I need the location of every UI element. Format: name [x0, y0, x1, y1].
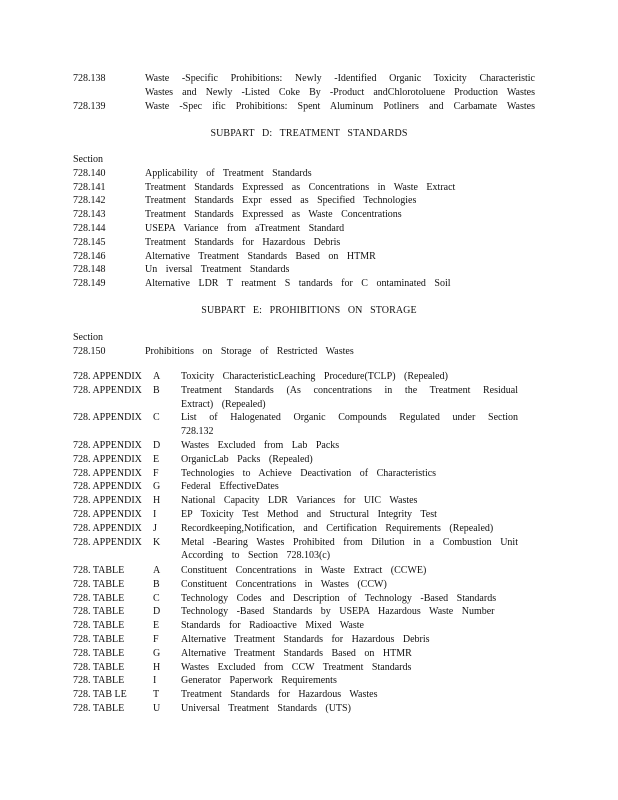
section-title: Waste -Specific Prohibitions: Newly -Identified Organic Toxicity Characteristic	[145, 73, 535, 84]
table-entry-letter: I	[153, 675, 157, 687]
table-entry[interactable]	[0, 578, 618, 592]
table-entry-title: Alternative Treatment Standards for Hazardous Debris	[181, 633, 430, 645]
table-entry[interactable]	[0, 647, 618, 661]
appendix-entry-label: 728. APPENDIX	[73, 412, 142, 424]
section-number: 728.145	[73, 236, 106, 248]
table-entry-label: 728. TABLE	[73, 661, 125, 673]
table-entry[interactable]	[0, 661, 618, 675]
appendix-entry[interactable]	[0, 370, 618, 384]
appendix-entry-title: National Capacity LDR Variances for UIC Wastes	[181, 495, 418, 507]
toc-entry[interactable]	[0, 345, 618, 359]
table-entry-label: 728. TABLE	[73, 647, 125, 659]
appendix-entry-letter: H	[153, 495, 161, 507]
appendix-entry-label: 728. APPENDIX	[73, 508, 142, 520]
appendix-entry-letter: B	[153, 384, 160, 396]
appendix-entry-title: List of Halogenated Organic Compounds Regulated under Section 728.132	[181, 412, 518, 438]
appendix-entry-title: Recordkeeping,Notification, and Certification Requirements (Repealed)	[181, 522, 494, 534]
table-entry-title: Universal Treatment Standards (UTS)	[181, 702, 351, 714]
section-label: Section	[73, 154, 103, 165]
table-entry-label: 728. TABLE	[73, 620, 125, 632]
appendix-list	[0, 370, 618, 563]
appendix-entry-title: OrganicLab Packs (Repealed)	[181, 453, 313, 465]
section-number: 728.149	[73, 278, 106, 290]
section-title: Treatment Standards Expressed as Concentrations in Waste Extract	[145, 181, 456, 193]
subpart-d-heading: SUBPART D: TREATMENT STANDARDS	[210, 128, 408, 139]
table-entry-letter: F	[153, 633, 159, 645]
appendix-entry-title: Metal -Bearing Wastes Prohibited from Dilution in a Combustion Unit According to Section 728.103(c)	[181, 536, 518, 562]
table-entry-title: Treatment Standards for Hazardous Wastes	[181, 689, 378, 701]
section-title: Treatment Standards for Hazardous Debris	[145, 236, 341, 248]
table-entry-letter: G	[153, 647, 161, 659]
table-entry[interactable]	[0, 564, 618, 578]
appendix-entry-letter: D	[153, 439, 161, 451]
section-label: Section	[73, 332, 103, 343]
appendix-entry-label: 728. APPENDIX	[73, 371, 142, 382]
toc-entry[interactable]	[0, 208, 618, 222]
appendix-entry[interactable]	[0, 480, 618, 494]
appendix-entry[interactable]	[0, 536, 618, 564]
toc-entry[interactable]	[0, 100, 618, 114]
table-entry[interactable]	[0, 688, 618, 702]
appendix-entry-letter: J	[153, 522, 157, 534]
appendix-entry-label: 728. APPENDIX	[73, 384, 142, 396]
section-title: Prohibitions on Storage of Restricted Wastes	[145, 345, 354, 357]
section-label-row	[0, 153, 618, 167]
appendix-entry[interactable]	[0, 508, 618, 522]
appendix-entry-letter: K	[153, 536, 161, 548]
table-entry-title: Technology Codes and Description of Technology -Based Standards	[181, 592, 497, 604]
section-number: 728.146	[73, 250, 106, 262]
appendix-entry-title: Wastes Excluded from Lab Packs	[181, 439, 340, 451]
appendix-entry-title: Treatment Standards (As concentrations in the Treatment Residual Extract) (Repealed)	[181, 384, 518, 410]
toc-entry[interactable]	[0, 222, 618, 236]
table-entry-letter: H	[153, 661, 161, 673]
appendix-entry[interactable]	[0, 453, 618, 467]
appendix-entry[interactable]	[0, 411, 618, 439]
table-list	[0, 564, 618, 716]
appendix-entry[interactable]	[0, 522, 618, 536]
subpart-d-list	[0, 153, 618, 291]
table-entry-label: 728. TABLE	[73, 592, 125, 604]
appendix-entry[interactable]	[0, 494, 618, 508]
section-number: 728.150	[73, 345, 106, 357]
table-entry-title: Constituent Concentrations in Wastes (CCW)	[181, 578, 387, 590]
table-entry[interactable]	[0, 633, 618, 647]
table-entry-title: Alternative Treatment Standards Based on HTMR	[181, 647, 412, 659]
table-entry-letter: A	[153, 565, 161, 576]
section-number: 728.139	[73, 100, 106, 112]
table-entry[interactable]	[0, 619, 618, 633]
toc-entry[interactable]	[0, 181, 618, 195]
appendix-entry-label: 728. APPENDIX	[73, 453, 142, 465]
table-entry-label: 728. TAB LE	[73, 689, 127, 701]
section-number: 728.138	[73, 73, 106, 84]
table-entry-title: Constituent Concentrations in Waste Extract (CCWE)	[181, 565, 427, 576]
table-entry-letter: B	[153, 578, 160, 590]
toc-entry[interactable]	[0, 72, 618, 100]
table-entry-title: Standards for Radioactive Mixed Waste	[181, 620, 364, 632]
appendix-entry[interactable]	[0, 384, 618, 412]
appendix-entry-letter: G	[153, 481, 161, 493]
appendix-entry-letter: A	[153, 371, 161, 382]
top-entries	[0, 72, 618, 113]
table-entry[interactable]	[0, 605, 618, 619]
appendix-entry-letter: E	[153, 453, 160, 465]
table-entry-letter: T	[153, 689, 160, 701]
table-entry-label: 728. TABLE	[73, 633, 125, 645]
table-entry-label: 728. TABLE	[73, 565, 125, 576]
toc-entry[interactable]	[0, 277, 618, 291]
toc-entry[interactable]	[0, 263, 618, 277]
toc-entry[interactable]	[0, 250, 618, 264]
section-title: Alternative Treatment Standards Based on HTMR	[145, 250, 376, 262]
toc-entry[interactable]	[0, 167, 618, 181]
subpart-e-list	[0, 331, 618, 359]
section-title: USEPA Variance from aTreatment Standard	[145, 222, 345, 234]
table-entry-label: 728. TABLE	[73, 578, 125, 590]
appendix-entry-title: Toxicity CharacteristicLeaching Procedure(TCLP) (Repealed)	[181, 371, 448, 382]
section-number: 728.142	[73, 195, 106, 207]
section-number: 728.143	[73, 209, 106, 221]
table-entry[interactable]	[0, 674, 618, 688]
section-label-row	[0, 331, 618, 345]
appendix-entry-label: 728. APPENDIX	[73, 481, 142, 493]
table-entry-letter: U	[153, 702, 161, 714]
appendix-entry-label: 728. APPENDIX	[73, 439, 142, 451]
appendix-entry[interactable]	[0, 467, 618, 481]
section-number: 728.140	[73, 167, 106, 179]
subpart-e-heading: SUBPART E: PROHIBITIONS ON STORAGE	[201, 305, 417, 316]
appendix-entry-label: 728. APPENDIX	[73, 495, 142, 507]
appendix-entry-title: EP Toxicity Test Method and Structural Integrity Test	[181, 508, 437, 520]
table-entry-letter: D	[153, 606, 161, 618]
section-title: Un iversal Treatment Standards	[145, 264, 290, 276]
table-entry-letter: C	[153, 592, 160, 604]
appendix-entry-letter: C	[153, 412, 160, 424]
section-title: Treatment Standards Expressed as Waste Concentrations	[145, 209, 402, 221]
appendix-entry-letter: I	[153, 508, 157, 520]
appendix-entry-label: 728. APPENDIX	[73, 522, 142, 534]
section-title: Treatment Standards Expr essed as Specified Technologies	[145, 195, 417, 207]
table-entry-label: 728. TABLE	[73, 606, 125, 618]
section-title: Applicability of Treatment Standards	[145, 167, 312, 179]
appendix-entry-letter: F	[153, 467, 159, 479]
table-entry-title: Generator Paperwork Requirements	[181, 675, 337, 687]
table-entry[interactable]	[0, 592, 618, 606]
section-title: Waste -Spec ific Prohibitions: Spent Aluminum Potliners and Carbamate Wastes	[145, 100, 535, 112]
section-number: 728.141	[73, 181, 106, 193]
section-number: 728.144	[73, 222, 106, 234]
table-entry-label: 728. TABLE	[73, 675, 125, 687]
table-entry-title: Technology -Based Standards by USEPA Hazardous Waste Number	[181, 606, 495, 618]
appendix-entry-title: Technologies to Achieve Deactivation of Characteristics	[181, 467, 437, 479]
toc-entry[interactable]	[0, 194, 618, 208]
appendix-entry[interactable]	[0, 439, 618, 453]
section-title-continued: Wastes and Newly -Listed Coke By -Product andChlorotoluene Production Wastes	[145, 86, 535, 98]
section-number: 728.148	[73, 264, 106, 276]
appendix-entry-title: Federal EffectiveDates	[181, 481, 279, 493]
table-entry[interactable]	[0, 702, 618, 716]
appendix-entry-label: 728. APPENDIX	[73, 467, 142, 479]
appendix-entry-label: 728. APPENDIX	[73, 536, 142, 548]
toc-entry[interactable]	[0, 236, 618, 250]
section-title: Alternative LDR T reatment S tandards for C ontaminated Soil	[145, 278, 451, 290]
table-entry-label: 728. TABLE	[73, 702, 125, 714]
table-entry-title: Wastes Excluded from CCW Treatment Standards	[181, 661, 412, 673]
table-entry-letter: E	[153, 620, 160, 632]
